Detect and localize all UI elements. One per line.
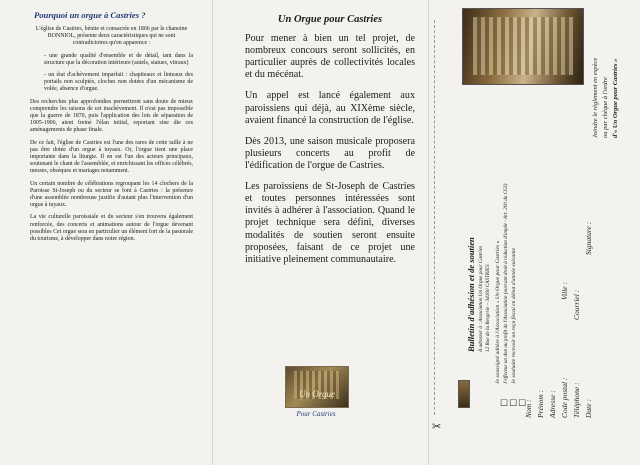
form-checkboxes[interactable]: ☐☐☐: [500, 398, 528, 408]
form-address: À adresser à : Association Un Orgue pour Castries: [478, 245, 484, 352]
paragraph: La vie culturelle paroissiale et du secteur s'en trouvera également renforcée, des concerts et animations autour de l'orgue devenant possibles Cet orgue sera en particulier un élément fort de la pastorale du tourisme, à développer dans notre région.: [30, 214, 193, 243]
logo-title: Un Orgue: [299, 389, 335, 399]
form-option: Je soussigné adhère à l'Association « Un Orgue pour Castries »: [495, 240, 501, 384]
paragraph: De ce fait, l'église de Castries est l'une des rares de cette taille à ne pas être dotée d'un orgue à tuyaux. Or, l'orgue tient une place importante dans la liturgie. Il en est l'un des acteurs principaux, soutenant le chant de l'assemblée, et enrichissant les offices célébrés, messes, obsèques et mariages notamment.: [30, 139, 193, 175]
form-field-signature[interactable]: Signature :: [584, 221, 593, 255]
form-field-courriel[interactable]: Courriel :: [572, 289, 581, 320]
fold-line: [428, 0, 429, 465]
form-field-nom[interactable]: Nom :: [524, 399, 533, 418]
organ-pipes-image: [473, 17, 573, 75]
paragraph: Des recherches plus approfondies permettront sans doute de mieux comprendre les raisons de cet inachèvement. Il n'est pas impossible que la guerre de 1870, puis l'application des lois de séparation de 1905-1906, aient freiné l'élan initial, reportant sine die ces aménagements de phase finale.: [30, 98, 193, 134]
paragraph: Un certain nombre de célébrations regroupant les 14 clochers de la Paroisse St-Joseph ou du secteur se font à Castries : la présence d'une assemblée nombreuse justifie d'autant plus l'intervention d'un orgue à tuyaux.: [30, 180, 193, 209]
form-field-prenom[interactable]: Prénom :: [536, 389, 545, 418]
middle-heading: Un Orgue pour Castries: [277, 14, 383, 25]
left-panel: [0, 0, 205, 465]
form-title: Bulletin d'adhésion et de soutien: [466, 237, 476, 352]
paragraph: - une grande qualité d'ensemble et de détail, tant dans la structure que la décoration intérieure (autels, statues, vitraux): [44, 52, 193, 66]
side-note: Joindre le règlement en espèce: [592, 57, 599, 138]
form-option: J'effectue un don au profit de l'Association (ouvrant droit à réduction d'impôt - Art. 200 du CGI): [503, 183, 509, 384]
paragraph: - un état d'achèvement imparfait : chapiteaux et linteaux des portails non sculptés, cloches non dotées d'un mécanisme de volée, absence d'orgue.: [44, 72, 193, 93]
paragraph: Dès 2013, une saison musicale proposera plusieurs concerts au profit de l'édification de l'orgue de Castries.: [245, 135, 415, 171]
side-note: d'« Un Orgue pour Castries »: [612, 58, 619, 138]
paragraph: L'église de Castries, bénite et consacrée en 1866 par le chanoine BONNIOL, présente deux caractéristiques qui ne sont contradictoires qu'en apparence :: [35, 26, 188, 47]
form-field-code-postal[interactable]: Code postal :: [560, 377, 569, 418]
form-field-ville[interactable]: Ville :: [560, 282, 569, 300]
paragraph: Pour mener à bien un tel projet, de nombreux concours seront sollicités, en particulier auprès de collectivités locales et du mécénat.: [245, 33, 415, 81]
left-heading: Pourquoi un orgue à Castries ?: [34, 10, 146, 20]
scissors-icon: ✂: [432, 421, 442, 433]
organ-thumbnail: [458, 380, 470, 408]
form-option: Je souhaite recevoir un reçu fiscal en début d'année suivante: [511, 247, 517, 384]
organ-photo: [462, 8, 584, 85]
paragraph: Les paroissiens de St-Joseph de Castries et toutes personnes intéressées sont invités à adhérer à l'association. Quand le projet technique sera défini, diverses modalités de soutien seront ensuite proposées, faisant de ce projet une initiative pleinement communautaire.: [245, 181, 415, 265]
form-field-adresse[interactable]: Adresse :: [548, 390, 557, 418]
organ-logo: [285, 366, 349, 408]
paragraph: Un appel est lancé également aux paroissiens qui déjà, au XIXème siècle, avaient financé la construction de l'église.: [245, 90, 415, 126]
form-field-telephone[interactable]: Téléphone :: [572, 382, 581, 418]
fold-line: [212, 0, 213, 465]
side-note: ou par chèque à l'ordre: [602, 77, 609, 138]
form-field-date[interactable]: Date :: [584, 399, 593, 418]
form-address: 12 Rue de la Bergerie – 34160 CASTRIES: [485, 264, 491, 352]
cut-line: [434, 20, 435, 415]
logo-subtitle: Pour Castries: [296, 410, 336, 418]
